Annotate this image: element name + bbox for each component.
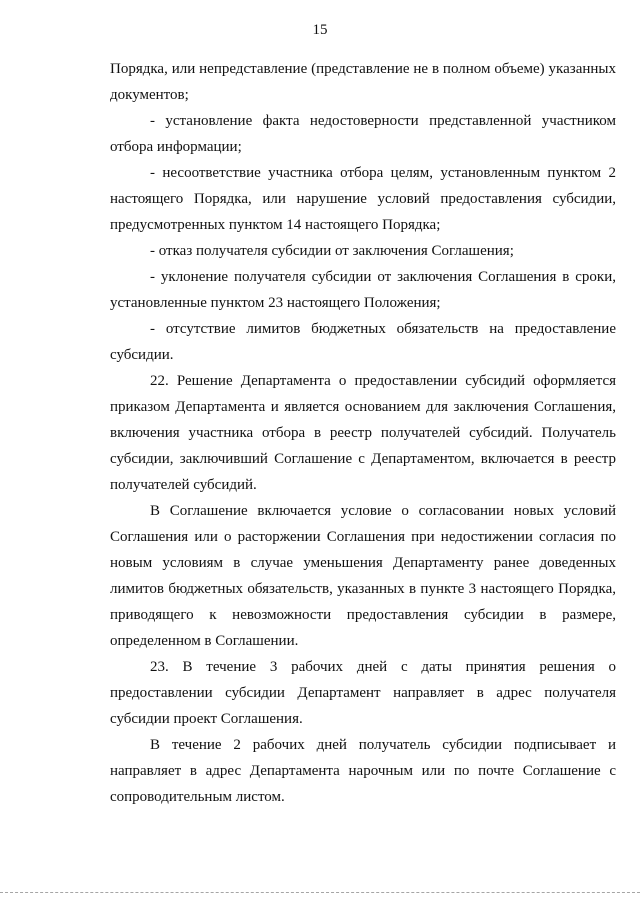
document-body: [110, 56, 616, 810]
paragraph-23: 23. В течение 3 рабочих дней с даты принятия решения о предоставлении субсидии Департамент направляет в адрес получателя субсидии проект Соглашения.: [110, 659, 616, 727]
paragraph-22: 22. Решение Департамента о предоставлении субсидий оформляется приказом Департамента и является основанием для заключения Соглашения, включения участника отбора в реестр получателей субсидий. Получатель субсидии, заключивший Соглашение с Департаментом, включается в реестр получателей субсидий.: [110, 373, 616, 493]
paragraph-signing: В течение 2 рабочих дней получатель субсидии подписывает и направляет в адрес Департамента нарочным или по почте Соглашение с сопроводительным листом.: [110, 737, 616, 805]
list-item-noncompliance: - несоответствие участника отбора целям, установленным пунктом 2 настоящего Порядка, или нарушение условий предоставления субсидии, предусмотренных пунктом 14 настоящего Порядка;: [110, 165, 616, 233]
list-item-unreliable-info: - установление факта недостоверности представленной участником отбора информации;: [110, 113, 616, 155]
list-item-no-limits: - отсутствие лимитов бюджетных обязательств на предоставление субсидии.: [110, 321, 616, 363]
page-bottom-edge: [0, 892, 640, 893]
list-item-evasion: - уклонение получателя субсидии от заключения Соглашения в сроки, установленные пунктом 23 настоящего Положения;: [110, 269, 616, 311]
paragraph-continuation: Порядка, или непредставление (представление не в полном объеме) указанных документов;: [110, 61, 616, 103]
page-number: 15: [312, 22, 328, 38]
list-item-refusal: - отказ получателя субсидии от заключения Соглашения;: [150, 243, 514, 259]
paragraph-agreement-conditions: В Соглашение включается условие о согласовании новых условий Соглашения или о расторжении Соглашения при недостижении согласия по новым условиям в случае уменьшения Департаменту ранее доведенных лимитов бюджетных обязательств, указанных в пункте 3 настоящего Порядка, приводящего к невозможности предоставления субсидии в размере, определенном в Соглашении.: [110, 503, 616, 649]
